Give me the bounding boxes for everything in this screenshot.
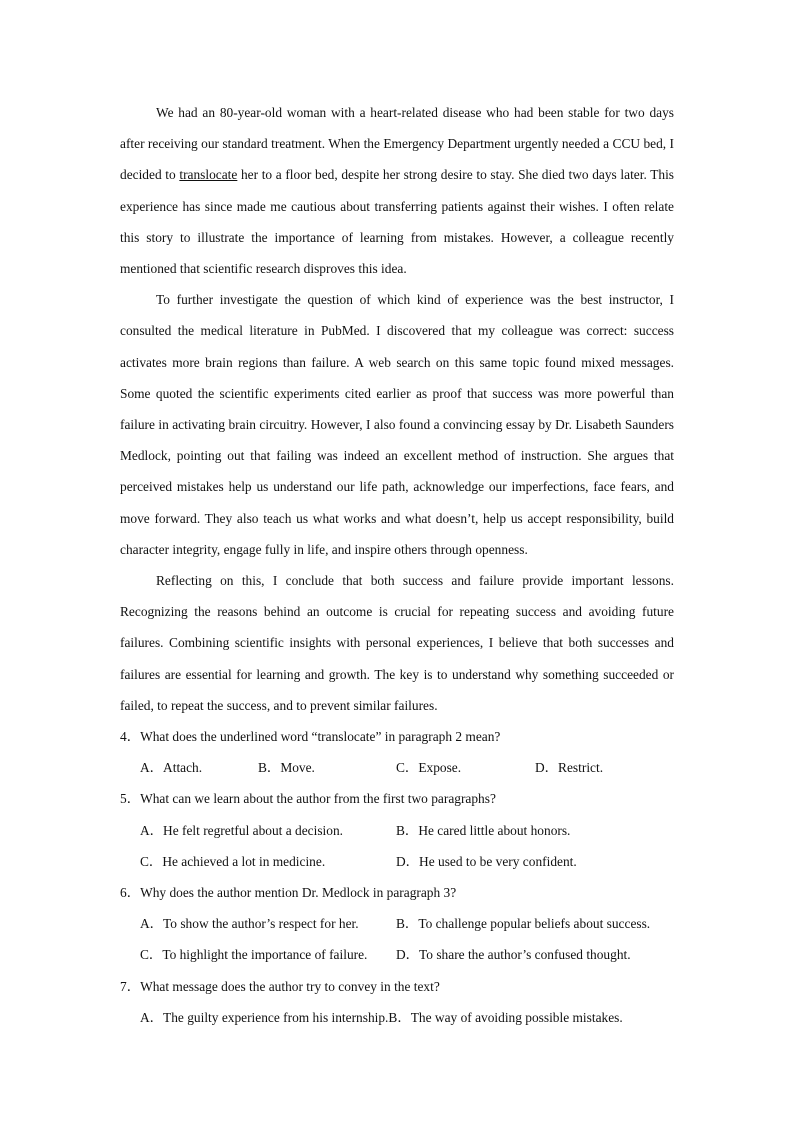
question-6-options-row-1 <box>120 908 674 939</box>
question-5-stem: 5．What can we learn about the author from the first two paragraphs? <box>120 791 496 807</box>
question-6-options-row-2 <box>120 939 674 970</box>
option-d[interactable]: D．He used to be very confident. <box>396 853 577 869</box>
option-b[interactable]: B．He cared little about honors. <box>396 822 571 838</box>
option-c[interactable]: C．Expose. <box>396 760 462 776</box>
passage-paragraph-2: To further investigate the question of which kind of experience was the best instructor, I consulted the medical literature in PubMed. I discovered that my colleague was correct: success activates more brain regions than failure. A web search on this same topic found mixed messages. Some quoted the scientific experiments cited earlier as proof that success was more powerful than failure in activating brain circuitry. However, I also found a convincing essay by Dr. Lisabeth Saunders Medlock, pointing out that failing was indeed an excellent method of instruction. She argues that perceived mistakes help us understand our life path, acknowledge our imperfections, face fears, and move forward. They also teach us what works and what doesn’t, help us accept responsibility, build character integrity, engage fully in life, and inspire others through openness. <box>120 292 674 557</box>
question-5-options-row-2 <box>120 846 674 877</box>
option-b[interactable]: B．The way of avoiding possible mistakes. <box>388 1009 623 1025</box>
option-a[interactable]: A．He felt regretful about a decision. <box>140 822 344 838</box>
option-d[interactable]: D．Restrict. <box>535 760 604 776</box>
passage-paragraph-1 <box>120 97 674 284</box>
paragraph-1-text: We had an 80-year-old woman with a heart-related disease who had been stable for two days after receiving our standard treatment. When the Emergency Department urgently needed a CCU bed, I decided to <box>120 105 674 183</box>
question-7-stem: 7．What message does the author try to convey in the text? <box>120 978 440 994</box>
option-a[interactable]: A．Attach. <box>140 760 203 776</box>
option-d[interactable]: D．To share the author’s confused thought. <box>396 947 631 963</box>
option-a[interactable]: A．The guilty experience from his internship. <box>140 1009 389 1025</box>
question-4-options <box>120 752 674 783</box>
option-c[interactable]: C．To highlight the importance of failure. <box>140 947 368 963</box>
option-b[interactable]: B．Move. <box>258 760 315 776</box>
question-5-options-row-1 <box>120 815 674 846</box>
question-7-options <box>120 1002 674 1033</box>
option-c[interactable]: C．He achieved a lot in medicine. <box>140 853 326 869</box>
document-content <box>120 97 674 1033</box>
question-4-stem: 4．What does the underlined word “translocate” in paragraph 2 mean? <box>120 729 501 745</box>
passage-paragraph-3: Reflecting on this, I conclude that both success and failure provide important lessons. Recognizing the reasons behind an outcome is crucial for repeating success and avoiding future failures. Combining scientific insights with personal experiences, I believe that both successes and failures are essential for learning and growth. The key is to understand why something succeeded or failed, to repeat the success, and to prevent similar failures. <box>120 573 674 713</box>
paragraph-1-rest: her to a floor bed, despite her strong desire to stay. She died two days later. This experience has since made me cautious about transferring patients against their wishes. I often relate this story to illustrate the importance of learning from mistakes. However, a colleague recently mentioned that scientific research disproves this idea. <box>120 167 674 277</box>
option-b[interactable]: B．To challenge popular beliefs about success. <box>396 916 651 932</box>
question-6-stem: 6．Why does the author mention Dr. Medlock in paragraph 3? <box>120 885 457 901</box>
underlined-word: translocate <box>179 167 238 183</box>
option-a[interactable]: A．To show the author’s respect for her. <box>140 916 359 932</box>
